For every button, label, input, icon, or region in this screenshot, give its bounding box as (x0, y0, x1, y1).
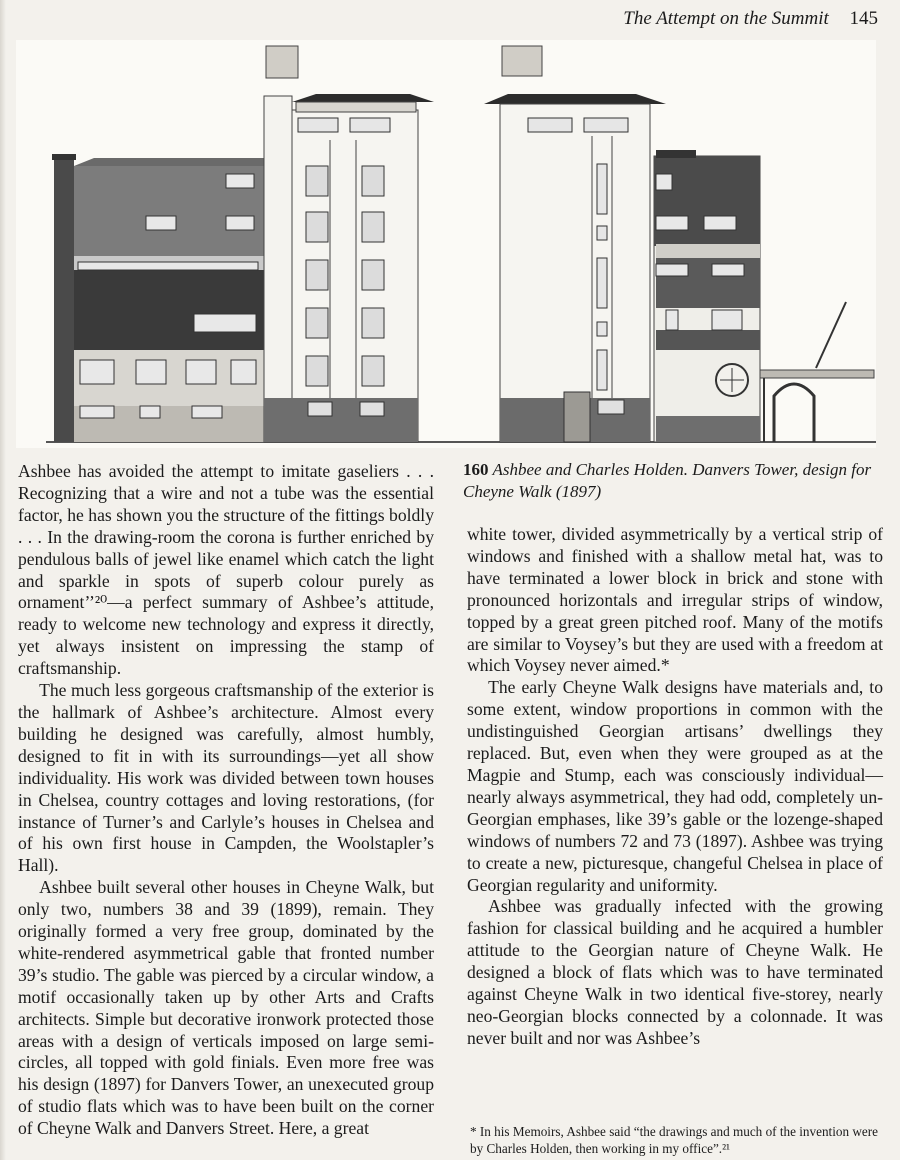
right-text-column (467, 524, 883, 1050)
left-text-column (18, 461, 434, 1140)
figure-caption-text: Ashbee and Charles Holden. Danvers Tower, design for Cheyne Walk (1897) (463, 460, 872, 501)
body-paragraph: Ashbee built several other houses in Cheyne Walk, but only two, numbers 38 and 39 (1899), remain. They originally formed a very free group, dominated by the white-rendered asymmetrical gable that fronted number 39’s studio. The gable was pierced by a circular window, a motif occasionally taken up by other Arts and Crafts architects. Simple but decorative ironwork protected those areas with a design of verticals imposed on large semi-circles, all topped with gold finials. Even more free was his design (1897) for Danvers Tower, an unexecuted group of studio flats which was to have been built on the corner of Cheyne Walk and Danvers Street. Here, a great (18, 877, 434, 1139)
elevation-drawing-image (16, 40, 876, 448)
body-paragraph: The early Cheyne Walk designs have materials and, to some extent, window proportions in common with the undistinguished Georgian artisans’ dwellings they replaced. But, even when they were grouped as at the Magpie and Stump, each was consciously individual—nearly always asymmetrical, they had odd, completely un-Georgian emphases, like 39’s gable or the lozenge-shaped windows of numbers 72 and 73 (1897). Ashbee was trying to create a new, picturesque, changeful Chelsea in place of Georgian regularity and uniformity. (467, 677, 883, 895)
running-title: The Attempt on the Summit (623, 8, 829, 29)
body-paragraph: Ashbee has avoided the attempt to imitate gaseliers . . . Recognizing that a wire and not a tube was the essential factor, he has shown you the structure of the fittings boldly . . . In the drawing-room the corona is further enriched by pendulous balls of jewel like enamel which catch the light and sparkle in spots of superb colour purely as ornament’’²⁰—a perfect summary of Ashbee’s attitude, ready to welcome new technology and express it directly, yet always insistent on impressing the stamp of craftsmanship. (18, 461, 434, 679)
running-header (0, 8, 878, 34)
page-gutter-shadow (0, 0, 6, 1160)
body-paragraph: white tower, divided asymmetrically by a vertical strip of windows and finished with a shallow metal hat, was to have terminated a lower block in brick and stone with pronounced horizontals and irregular strips of window, topped by a great green pitched roof. Many of the motifs are similar to Voysey’s but they are used with a freedom at which Voysey never aimed.* (467, 524, 883, 676)
figure-elevation-drawing (16, 40, 876, 448)
body-paragraph: Ashbee was gradually infected with the growing fashion for classical building and he acquired a humbler attitude to the Georgian nature of Cheyne Walk. He designed a block of flats which was to have terminated against Cheyne Walk in two identical five-storey, nearly neo-Georgian blocks connected by a colonnade. It was never built and nor was Ashbee’s (467, 896, 883, 1048)
body-paragraph: The much less gorgeous craftsmanship of the exterior is the hallmark of Ashbee’s architecture. Almost every building he designed was carefully, almost humbly, designed to fit in with its surroundings—yet all show individuality. His work was divided between town houses in Chelsea, country cottages and loving restorations, (for instance of Turner’s and Carlyle’s houses in Chelsea and of his own first house in Campden, the Woolstapler’s Hall). (18, 680, 434, 876)
footnote: * In his Memoirs, Ashbee said “the drawings and much of the invention were by Charles Holden, then working in my office”.²¹ (470, 1124, 878, 1156)
page-number: 145 (849, 8, 878, 29)
figure-caption-number: 160 (463, 460, 489, 479)
figure-caption (463, 459, 893, 503)
